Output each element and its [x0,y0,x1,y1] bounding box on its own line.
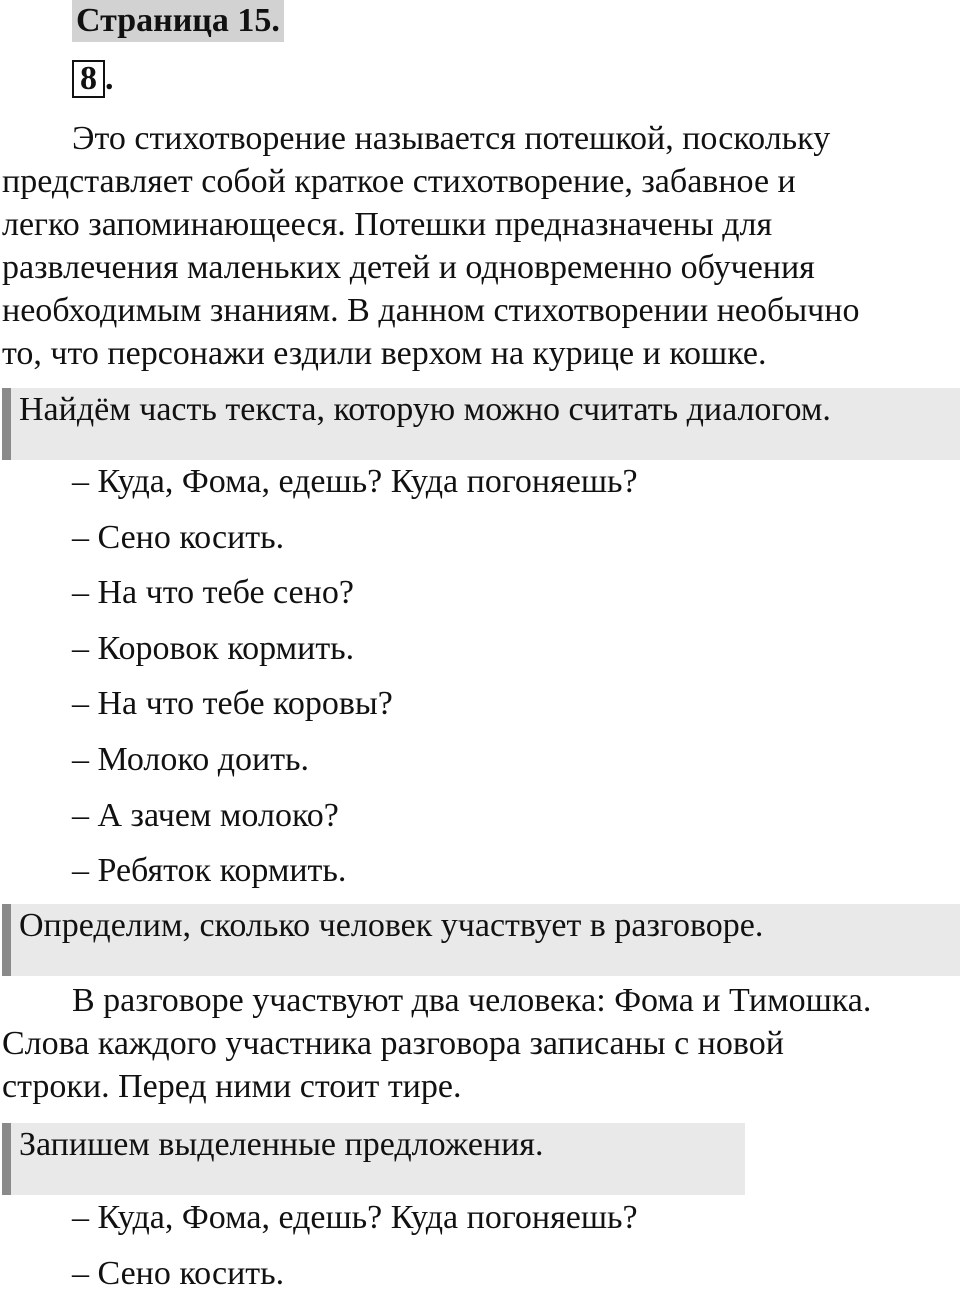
task-instruction-dialogue: Найдём часть текста, которую можно считать диалогом. [2,388,960,460]
paragraph-line: Слова каждого участника разговора записаны с новой [2,1025,784,1062]
task-number-suffix: . [105,60,114,97]
task-instruction-write: Запишем выделенные предложения. [2,1123,745,1195]
dialogue-line: – Молоко доить. [72,740,310,778]
dialogue-line: – На что тебе коровы? [72,685,393,723]
paragraph-line: строки. Перед ними стоит тире. [2,1068,462,1105]
dialogue-line: – Куда, Фома, едешь? Куда погоняешь? [72,1199,638,1236]
dialogue-list-written [72,1198,638,1309]
dialogue-line: – Сено косить. [72,518,285,556]
paragraph-line: В разговоре участвуют два человека: Фома и Тимошка. [72,982,872,1019]
page-heading: Страница 15. [72,0,284,42]
dialogue-line: – Коровок кормить. [72,629,355,667]
answer-paragraph [2,979,960,1108]
dialogue-line: – Ребяток кормить. [72,852,347,890]
task-number-box: 8 [72,60,105,98]
paragraph-line: необходимым знаниям. В данном стихотворении необычно [2,292,860,329]
paragraph-line: Это стихотворение называется потешкой, поскольку [72,120,831,157]
paragraph-line: представляет собой краткое стихотворение, забавное и [2,163,796,200]
paragraph-line: то, что персонажи ездили верхом на курице и кошке. [2,335,767,372]
explanation-paragraph [2,117,960,375]
dialogue-line: – На что тебе сено? [72,574,354,612]
task-instruction-participants: Определим, сколько человек участвует в разговоре. [2,904,960,976]
paragraph-line: легко запоминающееся. Потешки предназначены для [2,206,773,243]
dialogue-line: – А зачем молоко? [72,796,339,834]
dialogue-line: – Куда, Фома, едешь? Куда погоняешь? [72,463,638,500]
paragraph-line: развлечения маленьких детей и одновременно обучения [2,249,815,286]
dialogue-list [72,462,638,907]
task-number [72,60,114,98]
dialogue-line: – Сено косить. [72,1254,285,1292]
